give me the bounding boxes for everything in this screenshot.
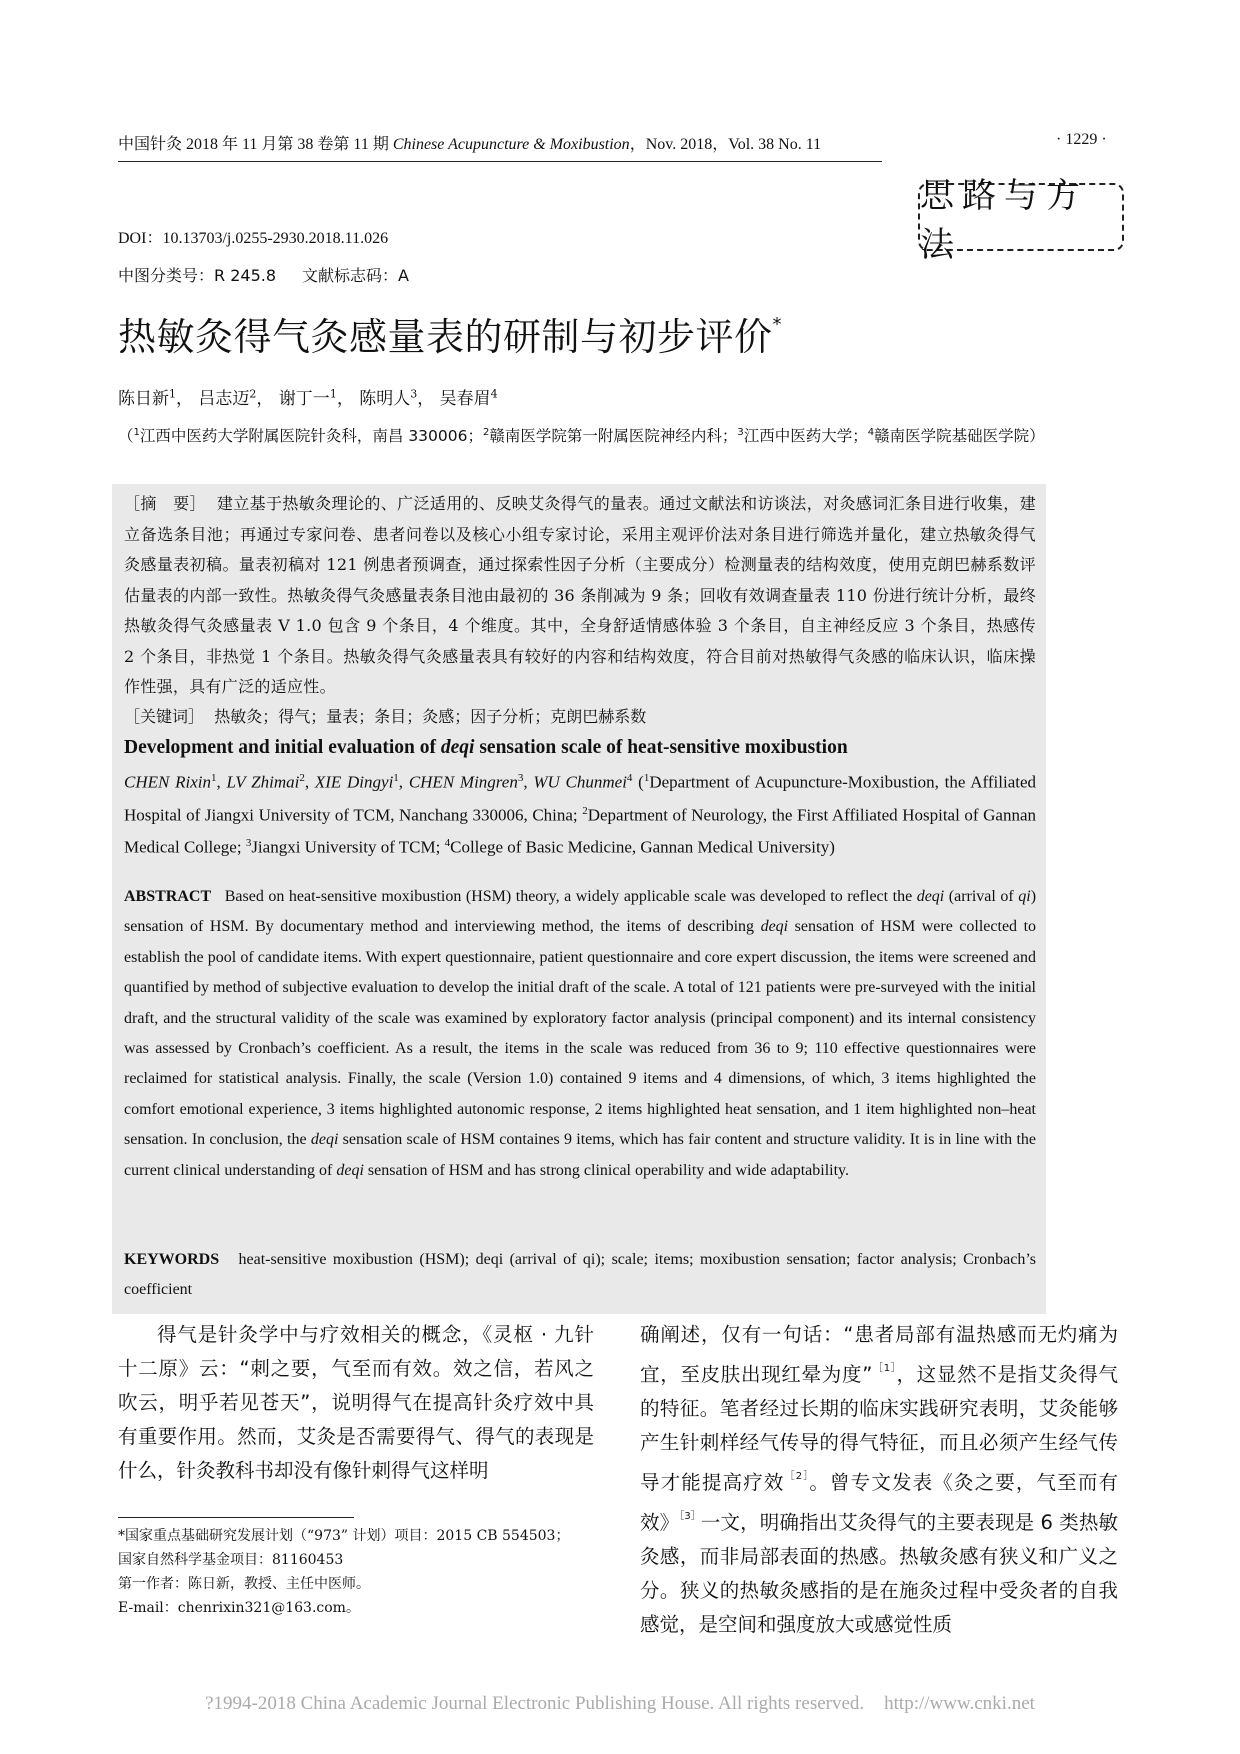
author-affiliation-marker: 1 bbox=[169, 387, 176, 401]
keywords-en-text: heat-sensitive moxibustion (HSM); deqi (arrival of qi); scale; items; moxibustion sensation; factor analysis; Cronbach’s coefficient bbox=[124, 1251, 1036, 1298]
abstract-en-italic: deqi bbox=[310, 1131, 339, 1149]
abstract-en bbox=[124, 882, 1036, 1186]
journal-issue: ，Nov. 2018，Vol. 38 No. 11 bbox=[629, 136, 822, 153]
body-column-right bbox=[640, 1318, 1118, 1642]
abstract-cn-label: ［摘 要］ bbox=[124, 494, 206, 513]
title-footnote-marker: * bbox=[772, 314, 783, 335]
doc-code: 文献标志码：A bbox=[302, 266, 409, 285]
citation-ref[interactable]: ［2］ bbox=[784, 1471, 810, 1482]
classification-line bbox=[118, 263, 409, 286]
keywords-en bbox=[124, 1245, 1036, 1305]
journal-cn: 中国针灸 2018 年 11 月第 38 卷第 11 期 bbox=[118, 136, 393, 153]
abstract-en-italic: qi bbox=[1018, 888, 1031, 905]
body-text: 。曾专文发表《灸之要，气至而有效》 bbox=[640, 1471, 1118, 1534]
author: 陈日新 bbox=[118, 389, 169, 409]
title-en-part: sensation scale of heat-sensitive moxibustion bbox=[474, 737, 848, 758]
author-affiliation-marker: 3 bbox=[410, 387, 418, 401]
aff-marker: 3 bbox=[517, 772, 524, 784]
affiliation-en-4: College of Basic Medicine, Gannan Medical University) bbox=[450, 837, 835, 857]
title-en bbox=[124, 737, 848, 759]
author-affiliation-marker: 2 bbox=[249, 387, 257, 401]
affiliation-1: 江西中医药大学附属医院针灸科，南昌 330006； bbox=[139, 427, 483, 446]
keywords-cn-label: ［关键词］ bbox=[124, 707, 205, 726]
copyright-line bbox=[0, 1693, 1240, 1715]
abstract-en-text: (arrival of bbox=[944, 888, 1019, 905]
abstract-en-label: ABSTRACT bbox=[124, 888, 212, 905]
footnote-divider bbox=[118, 1517, 354, 1518]
aff-marker: 1 bbox=[133, 427, 140, 438]
abstract-en-text: sensation of HSM were collected to establish the pool of candidate items. With expert questionnaire, patient questionnaire and core expert discussion, the items were screened and quantified by method of subjective evaluation to develop the initial draft of the scale. A total of 121 patients were pre-surveyed with the initial draft, and the structural validity of the scale was examined by exploratory factor analysis (principal component) and its internal consistency was assessed by Cronbach’s coefficient. As a result, the items in the scale was reduced from 36 to 9; 110 effective questionnaires were reclaimed for statistical analysis. Finally, the scale (Version 1.0) contained 9 items and 4 dimensions, of which, 3 items highlighted the comfort emotional experience, 3 items highlighted autonomic response, 2 items highlighted heat sensation, and 1 item highlighted non–heat sensation. In conclusion, the bbox=[124, 918, 1037, 1149]
author-en: LV Zhimai bbox=[226, 772, 300, 792]
clc-number: 中图分类号：R 245.8 bbox=[118, 266, 277, 285]
cnki-link[interactable]: http://www.cnki.net bbox=[884, 1693, 1035, 1714]
author: 陈明人 bbox=[359, 389, 411, 409]
aff-marker: 2 bbox=[483, 427, 490, 438]
affiliations bbox=[118, 418, 1128, 451]
aff-marker: 1 bbox=[210, 772, 217, 784]
affiliation-en-3: Jiangxi University of TCM; bbox=[251, 837, 445, 857]
abstract-cn bbox=[124, 489, 1036, 703]
authors-en: CHEN Rixin$^1$, LV Zhimai$^2$, XIE Dingyi$^1$, CHEN Mingren$^3$, WU Chunmei$^4$ ($^1$Department of Acupuncture-Moxibustion, the Affiliated Hospital of Jiangxi University of TCM, Nanchang 330006, China; $^2$Department of Neurology, the First Affiliated Hospital of Gannan Medical College; $^3$Jiangxi University of TCM; $^4$College of Basic Medicine, Gannan Medical University) bbox=[124, 772, 1037, 857]
running-header bbox=[118, 131, 882, 162]
paren: ( bbox=[632, 772, 644, 792]
keywords-cn-text: 热敏灸；得气；量表；条目；灸感；因子分析；克朗巴赫系数 bbox=[214, 707, 647, 726]
abstract-en-text: sensation scale of HSM containes 9 items, which has fair content and structure validity. It is in line with the current clinical understanding of bbox=[124, 1131, 1036, 1179]
body-text: ，这显然不是指艾灸得气的特征。笔者经过长期的临床实践研究表明，艾灸能够产生针刺样经气传导的得气特征，而且必须产生经气传导才能提高疗效 bbox=[640, 1363, 1118, 1494]
page-number: · 1229 · bbox=[1056, 131, 1107, 148]
body-text: 一文，明确指出艾灸得气的主要表现是 6 类热敏灸感，而非局部表面的热感。热敏灸感有狭义和广义之分。狭义的热敏灸感指的是在施灸过程中受灸者的自我感觉，是空间和强度放大或感觉性质 bbox=[640, 1511, 1118, 1636]
aff-marker: 3 bbox=[245, 837, 252, 850]
abstract-en-italic: deqi bbox=[760, 918, 789, 936]
first-author-note: 第一作者：陈日新，教授、主任中医师。 bbox=[118, 1576, 370, 1592]
affiliation-3: 江西中医药大学； bbox=[743, 427, 868, 446]
author-en: CHEN Mingren bbox=[408, 772, 518, 792]
citation-ref[interactable]: ［3］ bbox=[679, 1511, 701, 1522]
author: 吕志迈 bbox=[198, 389, 250, 409]
affiliation-4: 赣南医学院基础医学院 bbox=[874, 427, 1030, 446]
email-note[interactable]: E-mail：chenrixin321@163.com。 bbox=[118, 1600, 360, 1616]
paren: （ bbox=[118, 427, 134, 446]
paper-title-text: 热敏灸得气灸感量表的研制与初步评价 bbox=[118, 315, 773, 359]
abstract-en-text: sensation of HSM and has strong clinical operability and wide adaptability. bbox=[363, 1161, 849, 1179]
keywords-en-label: KEYWORDS bbox=[124, 1251, 220, 1268]
author-en: XIE Dingyi bbox=[314, 772, 394, 792]
abstract-cn-text: 建立基于热敏灸理论的、广泛适用的、反映艾灸得气的量表。通过文献法和访谈法，对灸感词汇条目进行收集，建立备选条目池；再通过专家问卷、患者问卷以及核心小组专家讨论，采用主观评价法对条目进行筛选并量化，建立热敏灸得气灸感量表初稿。量表初稿对 121 例患者预调查，通过探索性因子分析（主要成分）检测量表的结构效度，使用克朗巴赫系数评估量表的内部一致性。热敏灸得气灸感量表条目池由最初的 36 条削减为 9 条；回收有效调查量表 110 份进行统计分析，最终热敏灸得气灸感量表 V 1.0 包含 9 个条目，4 个维度。其中，全身舒适情感体验 3 个条目，自主神经反应 3 个条目，热感传 2 个条目，非热觉 1 个条目。热敏灸得气灸感量表具有较好的内容和结构效度，符合目前对热敏得气灸感的临床认识，临床操作性强，具有广泛的适应性。 bbox=[124, 494, 1036, 696]
affiliation-2: 赣南医学院第一附属医院神经内科； bbox=[489, 427, 738, 446]
author-affiliation-marker: 4 bbox=[490, 387, 498, 401]
body-column-left: 得气是针灸学中与疗效相关的概念，《灵枢 · 九针十二原》云：“刺之要，气至而有效。效之信，若风之吹云，明乎若见苍天”，说明得气在提高针灸疗效中具有重要作用。然而，艾灸是否需要得气、得气的表现是什么，针灸教科书却没有像针刺得气这样明 bbox=[118, 1323, 594, 1482]
journal-en: Chinese Acupuncture & Moxibustion bbox=[392, 136, 630, 153]
aff-marker: 2 bbox=[299, 772, 305, 784]
aff-marker: 3 bbox=[737, 427, 744, 438]
keywords-cn bbox=[124, 704, 646, 727]
author: 吴春眉 bbox=[439, 389, 491, 409]
affiliation-en-2: Department of Neurology, the First Affiliated Hospital of Gannan Medical College; bbox=[124, 805, 1036, 857]
doi: DOI：10.13703/j.0255-2930.2018.11.026 bbox=[118, 230, 389, 247]
citation-ref[interactable]: ［1］ bbox=[872, 1363, 897, 1374]
abstract-en-text: Based on heat-sensitive moxibustion (HSM) theory, a widely applicable scale was developed to reflect the bbox=[224, 888, 917, 905]
paper-title bbox=[118, 306, 782, 361]
aff-marker: 1 bbox=[393, 772, 399, 784]
aff-marker: 2 bbox=[582, 804, 588, 817]
abstract-en-text: ) sensation of HSM. By documentary method and interviewing method, the items of describing bbox=[124, 888, 1037, 936]
aff-marker: 4 bbox=[626, 772, 633, 784]
author-list: 陈日新$^1$， 吕志迈$^2$， 谢丁一$^1$， 陈明人$^3$， 吴春眉$^4$ bbox=[118, 387, 498, 409]
author-affiliation-marker: 1 bbox=[329, 387, 337, 401]
title-en-part: Development and initial evaluation of bbox=[124, 737, 441, 758]
paren: ） bbox=[1029, 427, 1045, 446]
author-en: CHEN Rixin bbox=[124, 772, 211, 792]
funding-note-2: 国家自然科学基金项目：81160453 bbox=[118, 1552, 344, 1568]
aff-marker: 4 bbox=[444, 837, 451, 850]
body-text: 确阐述，仅有一句话：“患者局部有温热感而无灼痛为宜，至皮肤出现红晕为度” bbox=[640, 1323, 1118, 1386]
aff-marker: 4 bbox=[867, 427, 875, 438]
author-en: WU Chunmei bbox=[533, 772, 627, 792]
column-stamp: 思路与方法 bbox=[918, 183, 1124, 251]
affiliation-en-1: Department of Acupuncture-Moxibustion, the Affiliated Hospital of Jiangxi University of TCM, Nanchang 330006, China; bbox=[124, 772, 1037, 825]
abstract-en-italic: deqi bbox=[336, 1161, 364, 1179]
abstract-en-italic: deqi bbox=[916, 888, 945, 905]
title-en-italic: deqi bbox=[440, 737, 475, 758]
author: 谢丁一 bbox=[278, 389, 330, 409]
copyright-text: ?1994-2018 China Academic Journal Electronic Publishing House. All rights reserved. bbox=[205, 1693, 865, 1714]
footnotes bbox=[118, 1524, 618, 1620]
funding-note-1: *国家重点基础研究发展计划（“973” 计划）项目：2015 CB 554503； bbox=[118, 1528, 570, 1544]
aff-marker: 1 bbox=[643, 772, 650, 784]
